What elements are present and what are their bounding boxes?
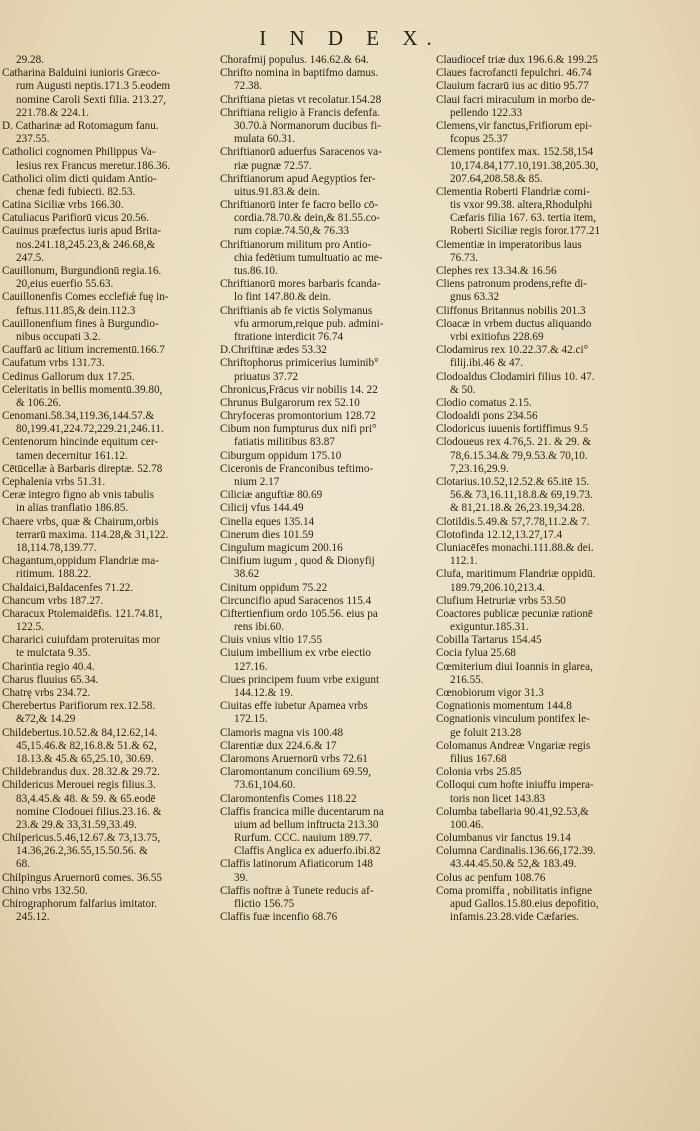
index-entry-line: Clotildis.5.49.& 57,7.78,11.2.& 7.: [436, 515, 590, 528]
index-entry-line: 80,199.41,224.72,229.21,246.11.: [16, 423, 164, 436]
index-entry-line: te mulctata 9.35.: [16, 647, 91, 660]
index-entry-line: Cedinus Gallorum dux 17.25.: [2, 370, 135, 383]
index-entry-line: Claues facrofancti fepulchri. 46.74: [436, 67, 592, 80]
index-entry-line: Chriftophorus primicerius luminib°: [220, 357, 379, 370]
index-entry-line: Chilpingus Aruernorū comes. 36.55: [2, 871, 163, 884]
index-entry-line: Chaere vrbs, quæ & Chairum,orbis: [2, 515, 159, 528]
index-entry-line: ftratione interdicit 76.74: [234, 330, 344, 343]
index-entry-line: rum copiæ.74.50,& 76.33: [234, 225, 349, 238]
index-entry-line: 68.: [16, 858, 30, 871]
index-entry-line: Clotarius.10.52,12.52.& 65.itē 15.: [436, 476, 590, 488]
index-entry-line: Catina Siciliæ vrbs 166.30.: [2, 199, 124, 212]
index-entry-line: Cētūcellæ à Barbaris direptæ. 52.78: [2, 462, 163, 475]
index-entry-line: Cinitum oppidum 75.22: [220, 581, 328, 594]
index-entry-line: Cœnobiorum vigor 31.3: [436, 687, 544, 699]
index-entry-line: uium ad bellum inftructa 213.30: [234, 818, 379, 831]
index-entry-line: Clodoaldus Clodamiri filius 10. 47.: [436, 370, 595, 383]
index-entry-line: terrarū maxima. 114.28,& 31,122.: [16, 528, 169, 541]
index-entry-line: Claffis Anglica ex aduerfo.ibi.82: [234, 845, 381, 858]
index-entry-line: 10,174.84,177.10,191.38,205.30,: [450, 159, 599, 172]
index-entry-line: nium 2.17: [234, 476, 280, 488]
index-entry-line: vfu armorum,reique pub. admini-: [234, 317, 384, 330]
index-entry-line: flictio 156.75: [234, 898, 295, 910]
index-entry-line: Cæfaris filia 167. 63. tertia item,: [450, 212, 597, 225]
index-entry-line: ritimum. 188.22.: [16, 568, 92, 581]
index-entry-line: Cinella eques 135.14: [220, 515, 315, 528]
index-entry-line: Colonia vrbs 25.85: [436, 766, 522, 779]
index-entry-line: Roberti Siciliæ regis foror.177.21: [450, 225, 601, 238]
index-entry-line: 7,23.16,29.9.: [450, 462, 509, 475]
index-entry-line: Ciuis vnius vltio 17.55: [220, 634, 322, 647]
index-entry-line: 245.12.: [16, 911, 50, 924]
index-entry-line: Clodoaldi pons 234.56: [436, 410, 538, 423]
index-column-2: [220, 54, 428, 924]
index-entry-line: Claffis fuæ incenfio 68.76: [220, 911, 338, 924]
index-entry-line: Cinerum dies 101.59: [220, 528, 314, 541]
index-entry-line: Clodoricus iuuenis fortiffimus 9.5: [436, 423, 589, 436]
index-entry-line: 72.38.: [234, 80, 262, 93]
index-entry-line: Chino vrbs 132.50.: [2, 884, 88, 897]
index-entry-line: 20,eius euerfio 55.63.: [16, 278, 114, 291]
index-entry-line: in alias tranflatio 186.85.: [16, 502, 129, 515]
index-entry-line: Ceræ integro figno ab vnis tabulis: [2, 489, 154, 502]
index-entry-line: ge foluit 213.28: [450, 726, 522, 739]
index-entry-line: riæ pugnæ 72.57.: [234, 159, 312, 172]
index-entry-line: Cingulum magicum 200.16: [220, 541, 343, 554]
index-entry-line: Cognationis vinculum pontifex le-: [436, 713, 590, 726]
index-entry-line: nibus occupati 3.2.: [16, 330, 101, 343]
index-entry-line: lo fint 147.80.& dein.: [234, 291, 331, 304]
index-entry-line: 38.62: [234, 568, 260, 581]
index-entry-line: pellendo 122.33: [450, 106, 523, 119]
index-entry-line: 237.55.: [16, 133, 50, 146]
index-entry-line: Clodio comatus 2.15.: [436, 396, 532, 409]
index-entry-line: exiguntur.185.31.: [450, 621, 529, 634]
index-entry-line: Colus ac penfum 108.76: [436, 871, 546, 884]
index-entry-line: Ciftertienfium ordo 105.56. eius pa: [220, 607, 378, 620]
index-entry-line: tamen decernitur 161.12.: [16, 449, 128, 462]
index-entry-line: 144.12.& 19.: [234, 687, 294, 699]
index-entry-line: 78,6.15.34.& 79,9.53.& 70,10.: [450, 449, 588, 462]
index-entry-line: Cocia fylua 25.68: [436, 647, 516, 660]
index-entry-line: Clauium facrarū ius ac ditio 95.77: [436, 80, 589, 93]
index-entry-line: Chrunus Bulgarorum rex 52.10: [220, 396, 360, 409]
index-entry-line: 216.55.: [450, 673, 484, 686]
index-entry-line: Cauinus præfectus iuris apud Brita-: [2, 225, 162, 238]
index-entry-line: Chatrę vrbs 234.72.: [2, 687, 91, 699]
index-entry-line: vrbi exitiofus 228.69: [450, 330, 544, 343]
index-entry-line: & 81,21.18.& 26,23.19,34.28.: [450, 502, 585, 515]
index-entry-line: tis vxor 99.38. altera,Rhodulphi: [450, 199, 593, 212]
index-entry-line: Cinifium iugum , quod & Dionyfij: [220, 555, 375, 568]
index-entry-line: infamis.23.28.vide Cæfaries.: [450, 911, 579, 924]
index-entry-line: Chriftianorū inter fe facro bello cō-: [220, 199, 379, 212]
index-entry-line: Childericus Merouei regis filius.3.: [2, 779, 156, 792]
index-entry-line: Caufatum vrbs 131.73.: [2, 357, 105, 370]
index-entry-line: apud Gallos.15.80.eius depofitio,: [450, 898, 599, 910]
index-entry-line: Cognationis momentum 144.8: [436, 700, 572, 713]
index-entry-line: Claffis francica mille ducentarum na: [220, 805, 384, 818]
index-entry-line: Catholici olim dicti quidam Antio-: [2, 172, 157, 185]
index-entry-line: Cephalenia vrbs 51.31.: [2, 476, 106, 488]
index-entry-line: Claromontanum concilium 69.59,: [220, 766, 372, 779]
index-entry-line: Cluniacēfes monachi.111.88.& dei.: [436, 541, 594, 554]
index-entry-line: 112.1.: [450, 555, 478, 568]
index-column-3: [436, 54, 634, 924]
index-entry-line: Cliens patronum prodens,refte di-: [436, 278, 587, 291]
index-entry-line: Columbanus vir fanctus 19.14: [436, 832, 571, 845]
index-entry-line: Ciuium imbellium ex vrbe eiectio: [220, 647, 371, 660]
index-entry-line: Cobilla Tartarus 154.45: [436, 634, 542, 647]
index-entry-line: Chryfoceras promontorium 128.72: [220, 410, 376, 423]
index-entry-line: 127.16.: [234, 660, 268, 673]
index-entry-line: fatiatis militibus 83.87: [234, 436, 335, 449]
index-entry-line: Cibum non fumpturus dux nifi pri°: [220, 423, 377, 436]
index-entry-line: Clementia Roberti Flandriæ comi-: [436, 185, 590, 198]
index-entry-line: 247.5.: [16, 251, 44, 264]
index-entry-line: Ciues principem fuum vrbe exigunt: [220, 673, 380, 686]
index-entry-line: 23.& 29.& 33,31.59,33.49.: [16, 818, 137, 831]
index-entry-line: Charus fluuius 65.34.: [2, 673, 99, 686]
index-entry-line: Claromontenfis Comes 118.22: [220, 792, 357, 805]
index-entry-line: 207.64,208.58.& 85.: [450, 172, 543, 185]
index-entry-line: Clarentiæ dux 224.6.& 17: [220, 739, 337, 752]
index-entry-line: Chirographorum falfarius imitator.: [2, 898, 158, 910]
index-entry-line: tus.86.10.: [234, 265, 278, 277]
index-entry-line: Chriftianorum militum pro Antio-: [220, 238, 372, 251]
index-entry-line: uitus.91.83.& dein.: [234, 185, 321, 198]
index-entry-line: nomine Clodouei filius.23.16. &: [16, 805, 162, 818]
index-entry-line: priuatus 37.72: [234, 370, 299, 383]
index-entry-line: Cauillonenfis Comes ecclefiǽ fuę in-: [2, 291, 169, 304]
index-entry-line: toris non licet 143.83: [450, 792, 546, 805]
index-entry-line: cordia.78.70.& dein,& 81.55.co-: [234, 212, 381, 225]
index-entry-line: Centenorum hincinde equitum cer-: [2, 436, 159, 449]
index-entry-line: Coma promiffa , nobilitatis infigne: [436, 884, 593, 897]
index-entry-line: 73.61,104.60.: [234, 779, 296, 792]
index-entry-line: Rurfum. CCC. nauium 189.77.: [234, 832, 373, 845]
page-header: I N D E X.: [259, 26, 441, 50]
index-entry-line: 100.46.: [450, 818, 484, 831]
index-entry-line: Charintia regio 40.4.: [2, 660, 95, 673]
index-entry-line: 56.& 73,16.11,18.8.& 69,19.73.: [450, 489, 593, 502]
index-entry-line: Circuncifio apud Saracenos 115.4: [220, 594, 372, 607]
index-entry-line: Coactores publicæ pecuniæ rationē: [436, 607, 593, 620]
index-entry-line: 76.73.: [450, 251, 478, 264]
index-entry-line: Colomanus Andreæ Vngariæ regis: [436, 739, 591, 752]
index-entry-line: Chriftianorum apud Aegyptios fer-: [220, 172, 376, 185]
index-entry-line: Catholici cognomen Philippus Va-: [2, 146, 156, 159]
index-entry-line: Claffis latinorum Afiaticorum 148: [220, 858, 373, 871]
index-entry-line: rens ibi.60.: [234, 621, 285, 634]
index-entry-line: Clufium Hetruriæ vrbs 53.50: [436, 594, 566, 607]
index-entry-line: Childebrandus dux. 28.32.& 29.72.: [2, 766, 160, 779]
index-entry-line: Clemens,vir fanctus,Frifiorum epi-: [436, 119, 592, 132]
index-entry-line: Cilicij vfus 144.49: [220, 502, 304, 515]
index-entry-line: Claffis noftræ à Tunete reducis af-: [220, 884, 374, 897]
index-entry-line: Childebertus.10.52.& 84,12.62,14.: [2, 726, 158, 739]
index-entry-line: D.Chriftinæ ædes 53.32: [220, 344, 327, 357]
index-entry-line: Colloqui cum hofte iniuffu impera-: [436, 779, 594, 792]
index-entry-line: Ciburgum oppidum 175.10: [220, 449, 342, 462]
index-entry-line: Columba tabellaria 90.41,92.53,&: [436, 805, 589, 818]
index-entry-line: Chrifto nomina in baptifmo damus.: [220, 67, 379, 80]
index-entry-line: Clementiæ in imperatoribus laus: [436, 238, 582, 251]
index-entry-line: 43.44.45.50.& 52,& 183.49.: [450, 858, 577, 871]
index-entry-line: Clemens pontifex max. 152.58,154: [436, 146, 594, 159]
index-entry-line: Cauillonum, Burgundionū regia.16.: [2, 265, 162, 277]
index-entry-line: Claudiocef triæ dux 196.6.& 199.25: [436, 54, 598, 66]
index-entry-line: 18,114.78,139.77.: [16, 541, 97, 554]
index-entry-line: Chronicus,Frācus vir nobilis 14. 22: [220, 383, 378, 396]
index-entry-line: 189.79,206.10,213.4.: [450, 581, 546, 594]
index-entry-line: chia fedētium tumultuatio ac me-: [234, 251, 383, 264]
index-entry-line: &72,& 14.29: [16, 713, 76, 726]
index-entry-line: Catuliacus Parifiorū vicus 20.56.: [2, 212, 149, 225]
index-entry-line: Columna Cardinalis.136.66,172.39.: [436, 845, 596, 858]
index-entry-line: 172.15.: [234, 713, 268, 726]
index-entry-line: Clodamirus rex 10.22.37.& 42.ci°: [436, 344, 589, 357]
index-entry-line: 39.: [234, 871, 248, 884]
index-entry-line: Cliffonus Britannus nobilis 201.3: [436, 304, 586, 317]
index-entry-line: 83,4.45.& 48. & 59. & 65.eodē: [16, 792, 156, 805]
index-entry-line: 29.28.: [16, 54, 44, 66]
index-entry-line: & 50.: [450, 383, 476, 396]
index-entry-line: D. Catharinæ ad Rotomagum fanu.: [2, 119, 159, 132]
index-column-1: [2, 54, 214, 924]
index-entry-line: Clotofinda 12.12,13.27,17.4: [436, 528, 563, 541]
index-entry-line: Celeritatis in bellis momentū.39.80,: [2, 383, 163, 396]
index-entry-line: mulata 60.31.: [234, 133, 296, 146]
index-entry-line: nomine Caroli Sexti filia. 213.27,: [16, 93, 167, 106]
index-entry-line: Chriftianis ab fe victis Solymanus: [220, 304, 373, 317]
index-entry-line: 122.5.: [16, 621, 44, 634]
index-entry-line: 14.36,26.2,36.55,15.50.56. &: [16, 845, 148, 858]
index-entry-line: 18.13.& 45.& 65,25.10, 30.69.: [16, 752, 154, 765]
index-entry-line: Chorafmij populus. 146.62.& 64.: [220, 54, 369, 66]
index-entry-line: rum Augusti neptis.171.3 5.eodem: [16, 80, 171, 93]
index-entry-line: chenæ fedi fubiecti. 82.53.: [16, 185, 136, 198]
index-entry-line: Chilpericus.5.46,12.67.& 73,13.75,: [2, 832, 161, 845]
index-entry-line: Clephes rex 13.34.& 16.56: [436, 265, 557, 277]
index-entry-line: Ciliciæ anguftiæ 80.69: [220, 489, 323, 502]
index-entry-line: feftus.111.85,& dein.112.3: [16, 304, 136, 317]
index-entry-line: Ciuitas effe iubetur Apamea vrbs: [220, 700, 368, 713]
index-entry-line: Ciceronis de Franconibus teftimo-: [220, 462, 374, 475]
index-entry-line: Cloacæ in vrbem ductus aliquando: [436, 317, 592, 330]
index-entry-line: Chancum vrbs 187.27.: [2, 594, 104, 607]
index-entry-line: Cherebertus Parifiorum rex.12.58.: [2, 700, 156, 713]
index-entry-line: Clodoueus rex 4.76,5. 21. & 29. &: [436, 436, 592, 449]
index-entry-line: Cenomani.58.34,119.36,144.57.&: [2, 410, 155, 423]
index-entry-line: Claromons Aruernorū vrbs 72.61: [220, 752, 368, 765]
index-entry-line: & 106.26.: [16, 396, 62, 409]
index-entry-line: Chriftiana religio à Francis defenfa.: [220, 106, 380, 119]
index-entry-line: Chaldaici,Baldacenfes 71.22.: [2, 581, 134, 594]
index-entry-line: Clufa, maritimum Flandriæ oppidū.: [436, 568, 596, 581]
index-entry-line: lesius rex Francus meretur.186.36.: [16, 159, 171, 172]
index-entry-line: gnus 63.32: [450, 291, 500, 304]
index-entry-line: filij.ibi.46 & 47.: [450, 357, 524, 370]
index-entry-line: filius 167.68: [450, 752, 507, 765]
index-entry-line: nos.241.18,245.23,& 246.68,&: [16, 238, 156, 251]
index-entry-line: Characux Ptolemaidēfis. 121.74.81,: [2, 607, 163, 620]
index-entry-line: Cauillonenfium fines à Burgundio-: [2, 317, 159, 330]
index-entry-line: Catharina Balduini iunioris Græco-: [2, 67, 161, 80]
index-entry-line: Chagantum,oppidum Flandriæ ma-: [2, 555, 159, 568]
index-entry-line: Chararici cuiufdam proteruitas mor: [2, 634, 161, 647]
index-entry-line: 221.78.& 224.1.: [16, 106, 90, 119]
index-entry-line: Chriftianorū mores barbaris fcanda-: [220, 278, 381, 291]
index-entry-line: Chriftianorū aduerfus Saracenos va-: [220, 146, 382, 159]
index-entry-line: Chriftiana pietas vt recolatur.154.28: [220, 93, 382, 106]
index-entry-line: Cauffarū ac litium incrementū.166.7: [2, 344, 165, 357]
index-entry-line: Claui facri miraculum in morbo de-: [436, 93, 596, 106]
index-entry-line: fcopus 25.37: [450, 133, 508, 146]
index-entry-line: Cœmiterium diui Ioannis in glarea,: [436, 660, 593, 673]
index-entry-line: Clamoris magna vis 100.48: [220, 726, 344, 739]
index-entry-line: 45,15.46.& 82,16.8.& 51.& 62,: [16, 739, 157, 752]
index-entry-line: 30.70.à Normanorum ducibus fi-: [234, 119, 381, 132]
